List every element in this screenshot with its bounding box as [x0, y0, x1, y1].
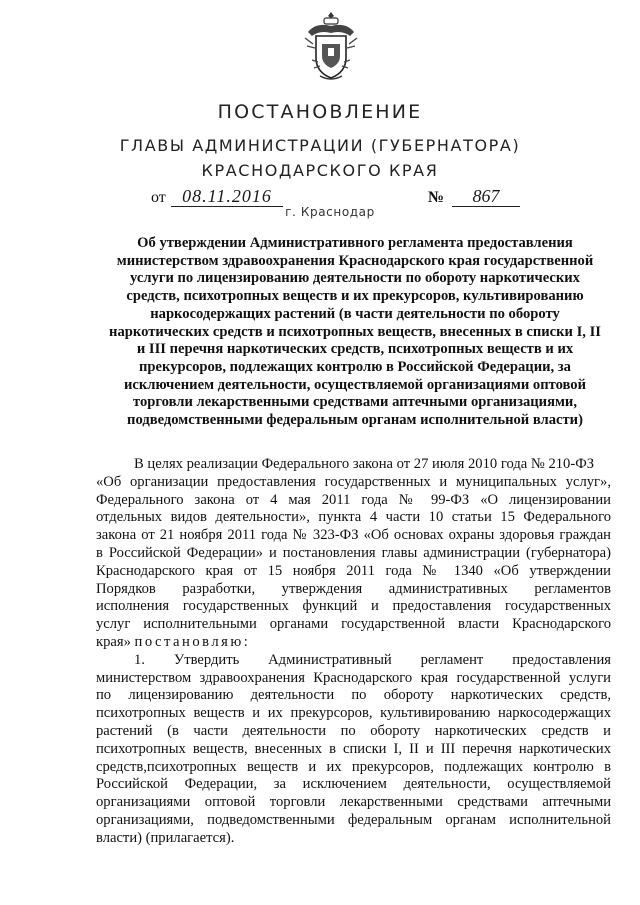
body-line: Федерального закона от 4 мая 2011 года № 99-ФЗ «О лицензировании [96, 491, 611, 508]
document-title: ПОСТАНОВЛЕНИЕ [217, 101, 423, 123]
subject-line: средств, психотропных веществ и их прекурсоров, культивированию [126, 288, 584, 305]
document-body [96, 456, 611, 848]
subject-line: прекурсоров, подлежащих контролю в Российской Федерации, за [139, 358, 571, 375]
subject-line: услуги по лицензированию деятельности по обороту наркотических [130, 270, 580, 287]
subject-line: и III перечня наркотических средств, психотропных веществ и их [136, 341, 574, 358]
handwritten-number: 867 [452, 186, 520, 207]
body-line: закона от 21 ноября 2011 года № 323-ФЗ «Об основах охраны здоровья граждан [96, 527, 611, 544]
document-subject [86, 235, 624, 430]
subject-line: исключением деятельности, осуществляемой организациями оптовой [123, 376, 586, 393]
body-line: власти) (прилагается). [96, 829, 235, 846]
coat-of-arms-emblem [302, 10, 360, 84]
body-line: по лицензированию деятельности по обороту наркотических средств, [96, 687, 611, 704]
body-line: в Российской Федерации» и постановления главы администрации (губернатора) [96, 544, 611, 561]
body-line: Российской Федерации, за исключением деятельности, осуществляемой [96, 776, 611, 793]
body-line: «Об организации предоставления государственных и муниципальных услуг», [96, 473, 611, 490]
body-line: Краснодарского края от 15 ноября 2011 года № 1340 «Об утверждении [96, 562, 611, 579]
body-line: В целях реализации Федерального закона от 27 июля 2010 года № 210-ФЗ [134, 456, 595, 472]
body-line: психотропных веществ и их прекурсоров, культивированию наркосодержащих [96, 705, 611, 722]
handwritten-date: 08.11.2016 [171, 186, 283, 207]
resolution-word: постановляю: [134, 633, 251, 650]
body-line: услуг исполнительными органами государственной власти Краснодарского [96, 616, 611, 633]
body-line: отдельных видов деятельности», пункта 4 части 10 статьи 15 Федерального [96, 509, 611, 526]
subject-line: министерством здравоохранения Краснодарского края государственной [116, 252, 594, 269]
subject-line: торговли лекарственными средствами аптечными организациями, [133, 394, 577, 411]
body-line: растений (в части деятельности по обороту наркотических средств и [96, 722, 611, 739]
issuer-line-2: КРАСНОДАРСКОГО КРАЯ [201, 161, 439, 180]
body-line: организациями, подведомственными федеральным органам исполнительной [96, 811, 611, 828]
body-line-final [96, 634, 611, 652]
body-line: психотропных веществ, внесенных в списки I, II и III перечня наркотических [96, 740, 611, 757]
date-prefix: от [151, 189, 166, 206]
body-line: 1. Утвердить Административный регламент предоставления [134, 651, 611, 668]
body-line: Порядков разработки, утверждения административных регламентов [96, 580, 611, 597]
preamble-tail: края» [96, 633, 131, 650]
body-line: министерством здравоохранения Краснодарского края государственной услуги [96, 669, 611, 686]
number-prefix: № [428, 189, 445, 206]
preamble-paragraph [96, 456, 611, 652]
subject-line: Об утверждении Административного регламента предоставления [137, 235, 573, 251]
body-line: средств,психотропных веществ и их прекурсоров, подлежащих контролю в [96, 758, 611, 775]
item-1-paragraph [96, 652, 611, 848]
body-line: исполнения государственных функций и предоставления государственных [96, 598, 611, 615]
subject-line: наркотических средств и психотропных веществ, внесенных в списки I, II [109, 323, 601, 340]
subject-line: подведомственными федеральным органам исполнительной власти) [127, 412, 583, 429]
issuer-line-1: ГЛАВЫ АДМИНИСТРАЦИИ (ГУБЕРНАТОРА) [119, 136, 521, 155]
body-line: организациями оптовой торговли лекарственными средствами аптечными [96, 794, 611, 811]
city-label: г. Краснодар [285, 205, 375, 219]
subject-line: наркосодержащих растений (в части деятельности по обороту [150, 305, 560, 322]
